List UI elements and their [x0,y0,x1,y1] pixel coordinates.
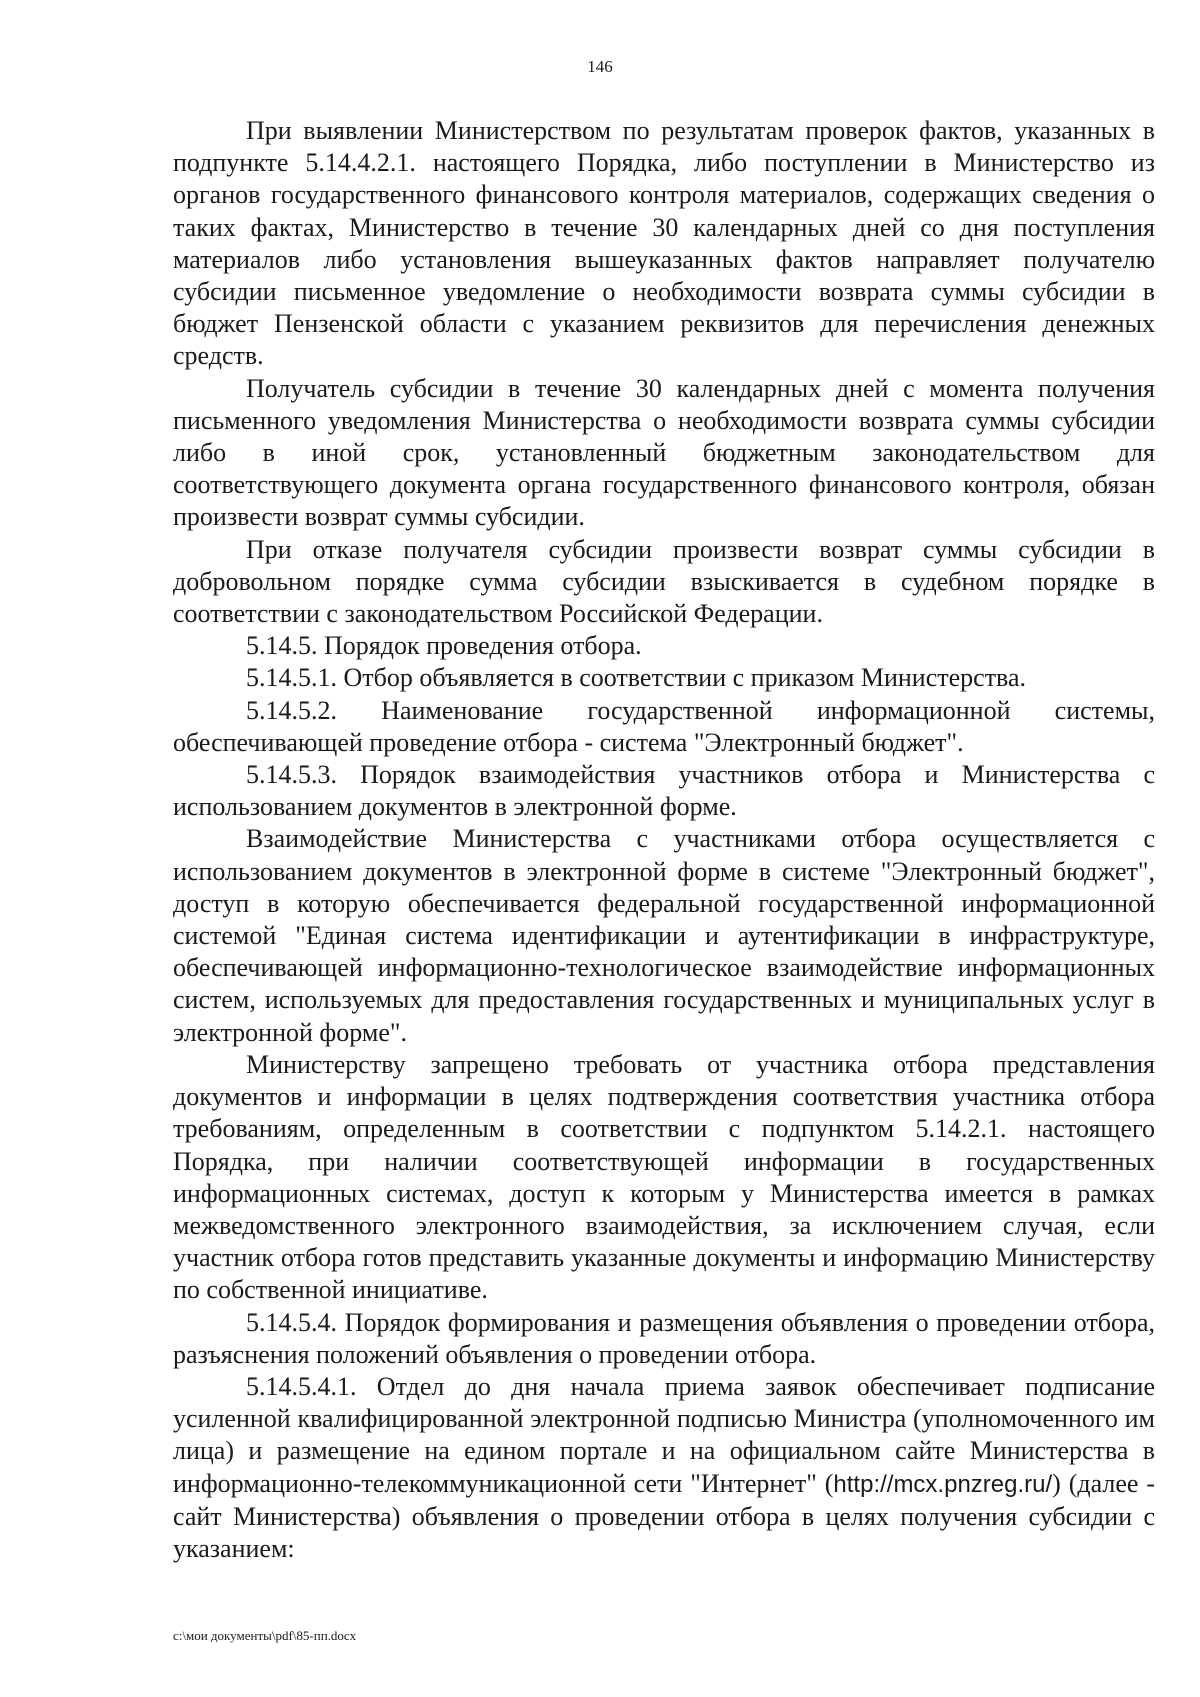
document-body [173,115,1155,1565]
paragraph-interaction: Взаимодействие Министерства с участниками отбора осуществляется с использованием документов в электронной форме в системе "Электронный бюджет", доступ в которую обеспечивается федеральной государственной информационной системой "Единая система идентификации и аутентификации в инфраструктуре, обеспечивающей информационно-технологическое взаимодействие информационных систем, используемых для предоставления государственных и муниципальных услуг в электронной форме". [173,824,1155,1047]
paragraph-5-14-5-4-1-text-before: 5.14.5.4.1. Отдел до дня начала приема заявок обеспечивает подписание усиленной квалифицированной электронной подписью Министра (уполномоченного им лица) и размещение на едином портале и на официальном сайте Министерства в информационно-телекоммуникационной сети "Интернет" ( [173,1371,1155,1498]
paragraph-5-14-5-4-1-text-after: ) (далее - сайт Министерства) объявления о проведении отбора в целях получения субсидии с указанием: [173,1468,1155,1563]
paragraph-refund-deadline: Получатель субсидии в течение 30 календарных дней с момента получения письменного уведомления Министерства о необходимости возврата суммы субсидии либо в иной срок, установленный бюджетным законодательством для соответствующего документа органа государственного финансового контроля, обязан произвести возврат суммы субсидии. [173,373,1155,532]
paragraph-prohibition: Министерству запрещено требовать от участника отбора представления документов и информации в целях подтверждения соответствия участника отбора требованиям, определенным в соответствии с подпунктом 5.14.2.1. настоящего Порядка, при наличии соответствующей информации в государственных информационных системах, доступ к которым у Министерства имеется в рамках межведомственного электронного взаимодействия, за исключением случая, если участник отбора готов представить указанные документы и информацию Министерству по собственной инициативе. [173,1049,1155,1305]
paragraph-refund-notice: При выявлении Министерством по результатам проверок фактов, указанных в подпункте 5.14.4.2.1. настоящего Порядка, либо поступлении в Министерство из органов государственного финансового контроля материалов, содержащих сведения о таких фактах, Министерство в течение 30 календарных дней со дня поступления материалов либо установления вышеуказанных фактов направляет получателю субсидии письменное уведомление о необходимости возврата суммы субсидии в бюджет Пензенской области с указанием реквизитов для перечисления денежных средств. [173,116,1155,371]
paragraph-refund-refusal: При отказе получателя субсидии произвести возврат суммы субсидии в добровольном порядке сумма субсидии взыскивается в судебном порядке в соответствии с законодательством Российской Федерации. [173,534,1155,629]
paragraph-5-14-5-3: 5.14.5.3. Порядок взаимодействия участников отбора и Министерства с использованием документов в электронной форме. [173,760,1155,822]
section-heading-5-14-5: 5.14.5. Порядок проведения отбора. [246,631,642,661]
footer-file-path: c:\мои документы\pdf\85-пп.docx [173,1628,357,1643]
page-number: 146 [587,57,613,76]
paragraph-5-14-5-4-1 [173,1371,1155,1565]
ministry-website-link[interactable]: http://mcx.pnzreg.ru/ [833,1470,1053,1498]
paragraph-5-14-5-4: 5.14.5.4. Порядок формирования и размещения объявления о проведении отбора, разъяснения положений объявления о проведении отбора. [173,1307,1155,1369]
paragraph-5-14-5-2: 5.14.5.2. Наименование государственной информационной системы, обеспечивающей проведение отбора - система "Электронный бюджет". [173,695,1155,757]
paragraph-5-14-5-1: 5.14.5.1. Отбор объявляется в соответствии с приказом Министерства. [246,663,1027,693]
